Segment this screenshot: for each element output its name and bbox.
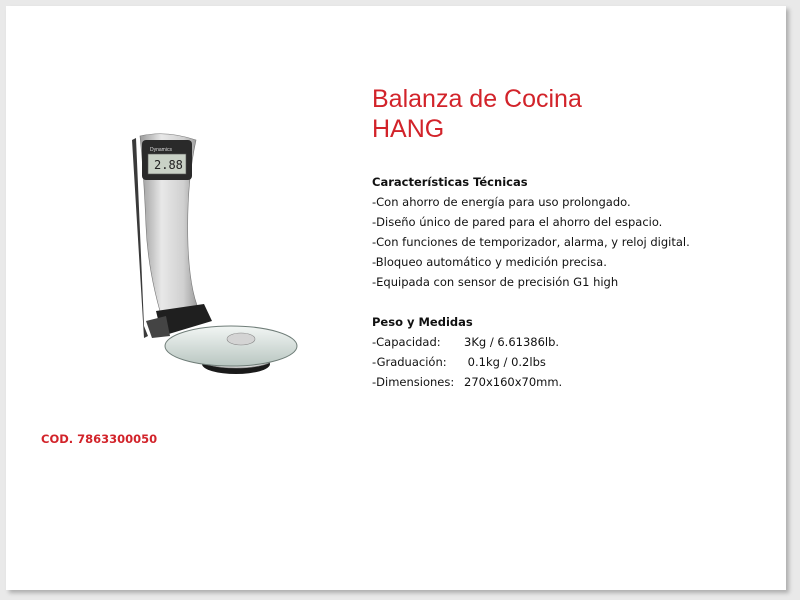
measure-row [372, 332, 772, 352]
measure-label: -Dimensiones: [372, 375, 455, 389]
feature-item: -Con ahorro de energía para uso prolongado. [372, 195, 631, 209]
brand-label: Dynamics [150, 147, 172, 153]
measure-label: -Capacidad: [372, 335, 441, 349]
measure-row [372, 372, 772, 392]
measures-heading: Peso y Medidas [372, 315, 473, 329]
catalog-page [6, 6, 786, 590]
measure-row [372, 352, 772, 372]
measure-value: 3Kg / 6.61386lb. [464, 335, 560, 349]
product-title [372, 84, 582, 144]
feature-item: -Equipada con sensor de precisión G1 high [372, 275, 619, 289]
measure-label: -Graduación: [372, 355, 447, 369]
feature-item: -Bloqueo automático y medición precisa. [372, 255, 607, 269]
measure-value: 270x160x70mm. [464, 375, 563, 389]
specifications [372, 172, 772, 392]
measures-section [372, 312, 772, 392]
features-heading: Características Técnicas [372, 175, 528, 189]
product-code: COD. 7863300050 [41, 432, 158, 446]
product-title-line2: HANG [372, 115, 445, 143]
feature-item: -Con funciones de temporizador, alarma, y reloj digital. [372, 235, 690, 249]
scale-display-reading: 2.88 [154, 158, 183, 172]
kitchen-scale-image [126, 126, 306, 391]
feature-item: -Diseño único de pared para el ahorro del espacio. [372, 215, 663, 229]
features-list [372, 192, 772, 292]
measure-value: 0.1kg / 0.2lbs [464, 355, 546, 369]
product-title-line1: Balanza de Cocina [372, 85, 582, 113]
